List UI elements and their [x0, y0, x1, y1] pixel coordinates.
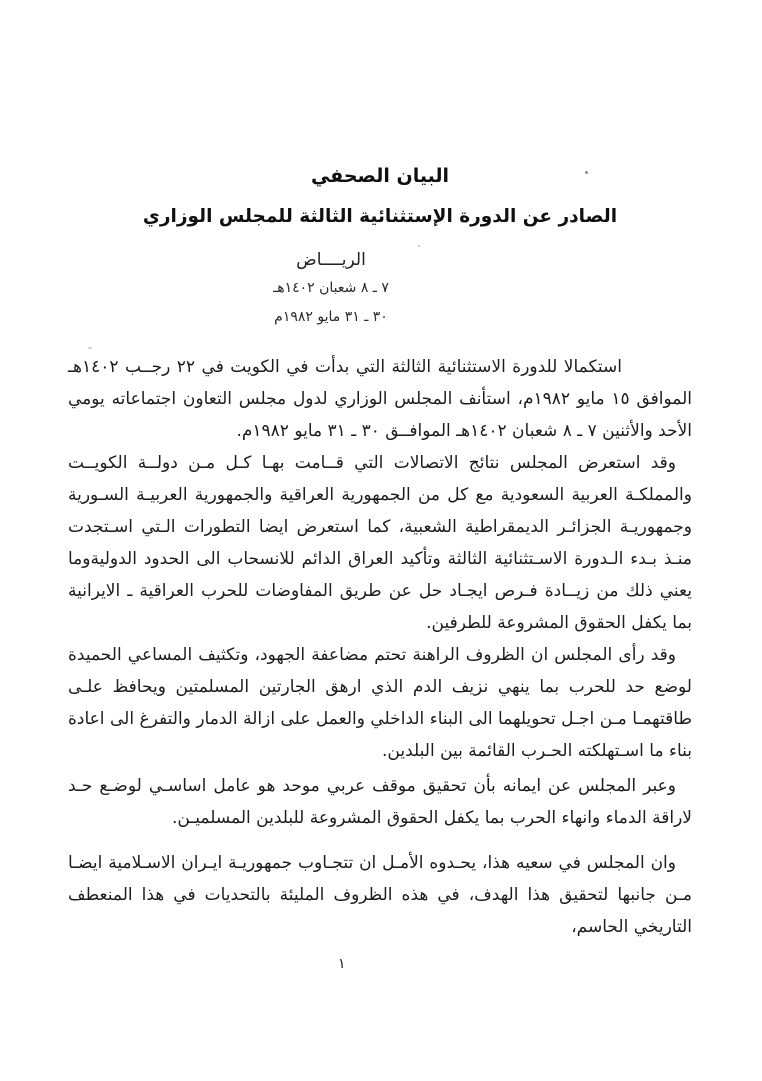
document-title: البيان الصحفي: [310, 165, 450, 187]
document-body: [68, 351, 692, 943]
location-line: الريــــاض: [296, 250, 366, 270]
paragraph: وقد استعرض المجلس نتائج الاتصالات التي قــامت بهـا كـل مـن دولــة الكويــت والمملكـة العربية السعودية مع كل من الجمهورية العراقية والجمهورية العربيـة السـورية وجمهوريـة الجزائـر الديمقراطية الشعبية، كما استعرض ايضا التطورات الـتي اسـتجدت منـذ بـدء الـدورة الاسـتثنائية الثالثة وتأكيد العراق الدائم للانسحاب الى الحدود الدوليةوما يعني ذلك من زيــادة فـرص ايجـاد حل عن طريق المفاوضات للحرب العراقية ـ الايرانية بما يكفل الحقوق المشروعة للطرفين.: [68, 453, 692, 633]
document-meta: [68, 249, 692, 327]
document-content: [68, 165, 692, 943]
gregorian-date: ٣٠ ـ ٣١ مايو ١٩٨٢م: [274, 309, 388, 325]
paragraph: وان المجلس في سعيه هذا، يحـدوه الأمـل ان تتجـاوب جمهوريـة ايـران الاسـلامية ايضـا مـن جانبها لتحقيق هذا الهدف، في هذه الظروف المليئة بالتحديات في هذا المنعطف التاريخي الحاسم،: [68, 853, 692, 937]
page-number: ١: [338, 956, 346, 972]
document-subtitle: الصادر عن الدورة الإستثنائية الثالثة للمجلس الوزاري: [142, 206, 618, 227]
document-header: [68, 165, 692, 228]
paragraph: وقد رأى المجلس ان الظروف الراهنة تحتم مضاعفة الجهود، وتكثيف المساعي الحميدة لوضع حد للحرب بما ينهي نزيف الدم الذي ارهق الجارتين المسلمتين ويحافظ علـى طاقتهمـا مـن اجـل تحويلهما الى البناء الداخلي والعمل على ازالة الدمار والتفرغ الى اعادة بناء ما اسـتهلكته الحـرب القائمة بين البلدين.: [68, 645, 692, 761]
paragraph: استكمالا للدورة الاستثنائية الثالثة التي بدأت في الكويت في ٢٢ رجــب ١٤٠٢هـ الموافق ١٥ مايو ١٩٨٢م، استأنف المجلس الوزاري لدول مجلس التعاون اجتماعاته يومي الأحد والأثنين ٧ ـ ٨ شعبان ١٤٠٢هـ الموافــق ٣٠ ـ ٣١ مايو ١٩٨٢م.: [68, 357, 693, 441]
paragraph: وعبر المجلس عن ايمانه بأن تحقيق موقف عربي موحد هو عامل اساسـي لوضـع حـد لاراقة الدماء وانهاء الحرب بما يكفل الحقوق المشروعة للبلدين المسلميـن.: [68, 776, 692, 828]
hijri-date: ٧ ـ ٨ شعبان ١٤٠٢هـ: [273, 280, 389, 296]
